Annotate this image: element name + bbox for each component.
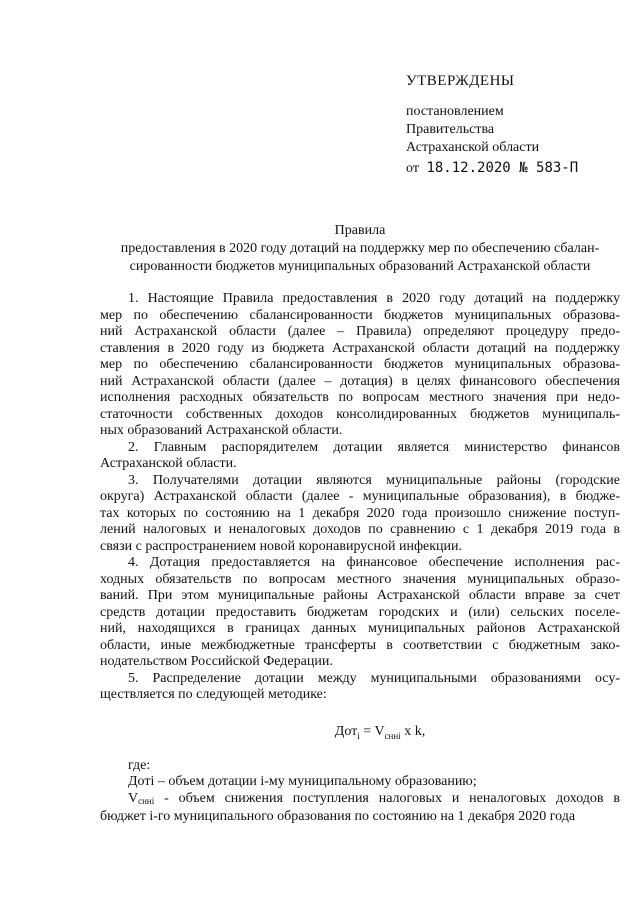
- paragraph-2: [100, 440, 620, 473]
- text-line: мер по обеспечению сбалансированности бюджетов муниципальных образова-: [100, 357, 620, 372]
- text-line: нодательством Российской Федерации.: [100, 654, 333, 669]
- approval-date-number: 18.12.2020 № 583-П: [426, 160, 579, 176]
- title-line-1: предоставления в 2020 году дотаций на поддержку мер по обеспечению сбалан-: [120, 241, 600, 256]
- definition-v-line-2: бюджет i-го муниципального образования по состоянию на 1 декабря 2020 года: [100, 809, 576, 825]
- approval-line-1: постановлением: [406, 104, 504, 119]
- text-line: 5. Распределение дотации между муниципальными образованиями осу-: [128, 670, 620, 686]
- formula-lhs-subscript: i: [357, 730, 360, 741]
- text-line: 2. Главным распорядителем дотации является министерство финансов: [128, 439, 620, 455]
- formula-lhs: Дот: [334, 723, 358, 739]
- text-line: средств дотации предоставить бюджетам городских и (или) сельских поселе-: [100, 604, 620, 620]
- text-line: исполнения расходных обязательств по вопросам местного значения при недо-: [100, 390, 620, 405]
- approval-date-prefix: от: [406, 161, 419, 176]
- definition-v-symbol: V: [128, 790, 139, 806]
- definition-v-text: - объем снижения поступления налоговых и неналоговых доходов в: [154, 790, 620, 806]
- document-body: [100, 291, 620, 826]
- paragraph-4: [100, 555, 620, 671]
- definition-v-line-1: [100, 791, 620, 810]
- text-line: ставления в 2020 году из бюджета Астраханской области дотаций на поддержку: [100, 340, 620, 356]
- distribution-formula: [100, 724, 620, 744]
- text-line: области, иные межбюджетные трансферты в соответствии с бюджетным зако-: [100, 637, 620, 653]
- definition-dot: Дотi – объем дотации i-му муниципальному образованию;: [128, 774, 477, 790]
- approval-line-2: Правительства: [406, 122, 495, 137]
- definition-v-subscript: снні: [138, 795, 155, 806]
- approval-stamp: [406, 72, 626, 178]
- text-line: ных образований Астраханской области.: [100, 423, 343, 438]
- text-line: ходных обязательств по вопросам местного значения муниципальных образо-: [100, 571, 620, 587]
- text-line: ний Астраханской области (далее – дотация) в целях финансового обеспечения: [100, 373, 620, 389]
- text-line: связи с распространением новой коронавирусной инфекции.: [100, 538, 463, 554]
- text-line: ний Астраханской области (далее – Правила) определяют процедуру предо-: [100, 324, 620, 339]
- text-line: лений налоговых и неналоговых доходов по сравнению с 1 декабря 2019 года в: [100, 522, 620, 537]
- approval-line-3: Астраханской области: [406, 140, 540, 155]
- text-line: ний, находящихся в границах данных муниципальных районов Астраханской: [100, 621, 620, 636]
- where-label: где:: [128, 757, 151, 773]
- text-line: мер по обеспечению сбалансированности бюджетов муниципальных образова-: [100, 307, 620, 323]
- title-line-2: сированности бюджетов муниципальных образований Астраханской области: [129, 259, 591, 274]
- paragraph-1: [100, 291, 620, 440]
- text-line: статочности собственных доходов консолидированных бюджетов муниципаль-: [100, 406, 620, 422]
- document-title: [100, 222, 620, 276]
- text-line: 1. Настоящие Правила предоставления в 2020 году дотаций на поддержку: [128, 291, 620, 306]
- approval-heading: УТВЕРЖДЕНЫ: [406, 73, 515, 89]
- formula-eq: = V: [359, 723, 385, 739]
- formula-v-subscript: снні: [384, 730, 401, 741]
- text-line: ваний. При этом муниципальные районы Астраханской области вправе за счет: [100, 588, 620, 603]
- text-line: 3. Получателями дотации являются муниципальные районы (городские: [128, 472, 620, 488]
- approval-date-line: [406, 159, 626, 178]
- formula-rhs: х k,: [400, 723, 426, 739]
- paragraph-3: [100, 473, 620, 556]
- text-line: ществляется по следующей методике:: [100, 687, 327, 702]
- text-line: Астраханской области.: [100, 456, 237, 471]
- text-line: 4. Дотация предоставляется на финансовое обеспечение исполнения рас-: [128, 555, 620, 570]
- definitions: [100, 758, 620, 826]
- paragraph-5: [100, 671, 620, 704]
- text-line: тах которых по состоянию на 1 декабря 2020 года произошло снижение поступ-: [100, 505, 620, 521]
- title-word: Правила: [334, 223, 386, 238]
- text-line: округа) Астраханской области (далее - муниципальные образования), в бюдже-: [100, 489, 620, 504]
